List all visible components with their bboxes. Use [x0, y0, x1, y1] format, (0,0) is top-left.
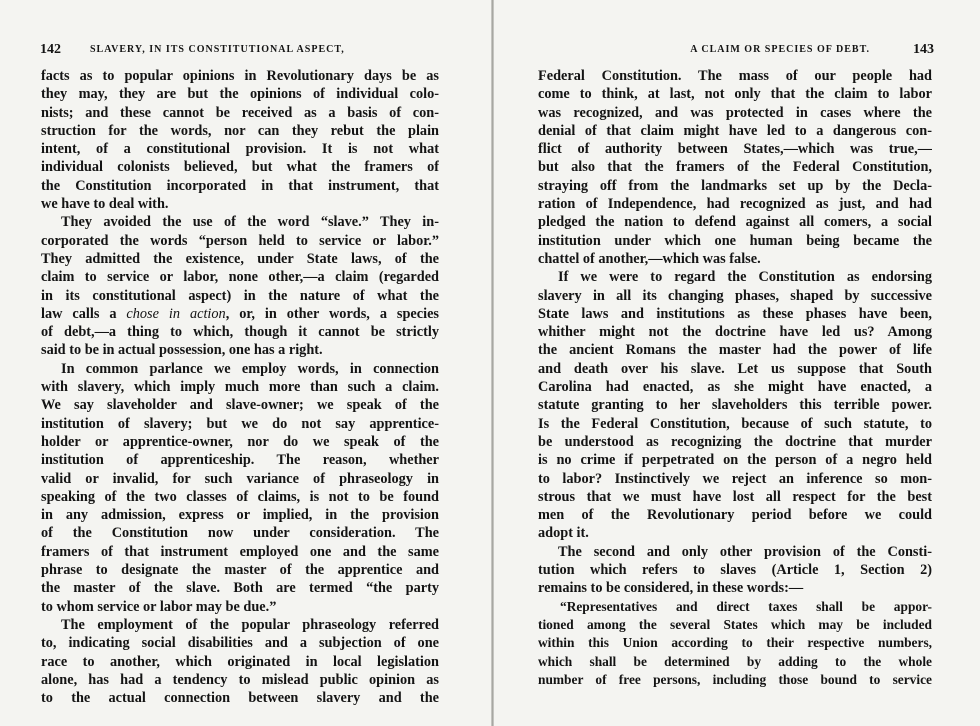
text-line: remains to be considered, in these words:— [538, 580, 804, 597]
text-line: The employment of the popular phraseology referred [61, 616, 439, 633]
text-line: institution of slavery; but we do not say apprentice- [41, 415, 439, 432]
text-line: of debt,—a thing to which, though it cannot be strictly [41, 324, 439, 341]
right-page [494, 0, 980, 726]
text-line: statute granting to her slaveholders this terrible power. [538, 397, 932, 414]
left-running-head: SLAVERY, IN ITS CONSTITUTIONAL ASPECT, [90, 44, 345, 55]
text-line: They admitted the existence, under State laws, of the [41, 250, 439, 267]
text-line: tution which refers to slaves (Article 1, Section 2) [538, 562, 932, 579]
text-line: struction for the words, nor can they rebut the plain [41, 122, 439, 139]
text-line: come to think, at last, not only that the claim to labor [538, 86, 932, 103]
text-line: corporated the words “person held to service or labor.” [41, 232, 439, 249]
text-line: pledged the nation to defend against all comers, a social [538, 214, 932, 231]
text-line: Federal Constitution. The mass of our people had [538, 68, 932, 84]
text-line: “Representatives and direct taxes shall be appor- [560, 598, 932, 614]
text-line: to whom service or labor may be due.” [41, 598, 277, 615]
text-line: individual colonists believed, but what the framers of [41, 159, 439, 176]
text-line: intent, of a constitutional provision. It is not what [41, 141, 439, 158]
right-running-head: A CLAIM OR SPECIES OF DEBT. [690, 44, 870, 55]
text-line: said to be in actual possession, one has a right. [41, 342, 323, 359]
text-line: the master of the slave. Both are termed “the party [41, 580, 439, 597]
text-line: the ancient Romans the master had the power of life [538, 342, 932, 359]
text-line: We say slaveholder and slave-owner; we speak of the [41, 397, 439, 414]
text-line: they may, they are but the opinions of individual colo- [41, 86, 439, 103]
text-line: law calls a chose in action, or, in other words, a species [41, 305, 439, 322]
text-line: chattel of another,—which was false. [538, 250, 761, 267]
text-line: of the Constitution now under consideration. The [41, 525, 439, 542]
text-line: They avoided the use of the word “slave.” They in- [61, 214, 439, 231]
text-line: men of the Revolutionary period before we could [538, 507, 932, 524]
text-line: within this Union according to their respective numbers, [538, 635, 932, 651]
text-line: straying off from the landmarks set up by the Decla- [538, 177, 932, 194]
text-line: adopt it. [538, 525, 589, 542]
text-line: phrase to designate the master of the apprentice and [41, 562, 439, 579]
text-line: to labor? Instinctively we reject an inference so mon- [538, 470, 932, 487]
right-page-number: 143 [913, 42, 934, 57]
text-line: If we were to regard the Constitution as endorsing [558, 269, 932, 286]
text-line: speaking of the two classes of claims, is not to be found [41, 488, 439, 505]
text-line: facts as to popular opinions in Revolutionary days be as [41, 68, 439, 84]
text-line: and death over his slave. Let us suppose that South [538, 360, 932, 377]
text-line: ration of Independence, had recognized as just, and had [538, 196, 932, 213]
text-line: with slavery, which imply much more than such a claim. [41, 379, 439, 396]
text-line: In common parlance we employ words, in connection [61, 360, 439, 377]
text-line: we have to deal with. [41, 196, 169, 213]
text-line: strous that we must have lost all respect for the best [538, 488, 932, 505]
text-line: flict of authority between States,—which was true,— [538, 141, 932, 158]
text-line: number of free persons, including those bound to service [538, 671, 932, 687]
text-line: tioned among the several States which may be included [538, 616, 932, 632]
text-line: slavery in all its changing phases, shaped by successive [538, 287, 932, 304]
text-line: but also that the framers of the Federal Constitution, [538, 159, 932, 176]
right-page-header [538, 40, 934, 60]
text-line: institution under which one human being became the [538, 232, 932, 249]
text-line: race to another, which originated in local legislation [41, 653, 439, 670]
text-line: is no crime if perpetrated on the person of a negro held [538, 452, 932, 469]
text-line: The second and only other provision of the Consti- [558, 543, 932, 560]
text-line: to the actual connection between slavery and the [41, 690, 439, 707]
text-line: in any admission, express or implied, in the provision [41, 507, 439, 524]
text-line: claim to service or labor, none other,—a claim (regarded [41, 269, 439, 286]
text-line: valid or invalid, for such variance of phraseology in [41, 470, 439, 487]
left-page-number: 142 [40, 42, 61, 57]
left-page-body [41, 67, 439, 707]
text-line: alone, has had a tendency to mislead public opinion as [41, 671, 439, 688]
text-line: the Constitution incorporated in that instrument, that [41, 177, 439, 194]
text-line: in its constitutional aspect) in the nature of what the [41, 287, 439, 304]
text-line: nists; and these cannot be received as a basis of con- [41, 104, 439, 121]
right-page-body [538, 67, 932, 689]
text-line: Carolina had enacted, as she might have enacted, a [538, 379, 932, 396]
italic-phrase: chose in action [126, 305, 226, 322]
text-line: Is the Federal Constitution, because of such statute, to [538, 415, 932, 432]
text-line: framers of that instrument employed one and the same [41, 543, 439, 560]
text-line: holder or apprentice-owner, nor do we speak of the [41, 433, 439, 450]
text-line: institution of apprenticeship. The reason, whether [41, 452, 439, 469]
text-line: to, indicating social disabilities and a subjection of one [41, 635, 439, 652]
left-page-header [40, 40, 438, 60]
text-line: whither might not the doctrine have led us? Among [538, 324, 932, 341]
text-line: State laws and institutions as these phases have been, [538, 305, 932, 322]
text-line: denial of that claim might have led to a dangerous con- [538, 122, 932, 139]
text-line: which shall be determined by adding to the whole [538, 653, 932, 669]
text-line: was recognized, and was protected in cases where the [538, 104, 932, 121]
text-line: be understood as recognizing the doctrine that murder [538, 433, 932, 450]
